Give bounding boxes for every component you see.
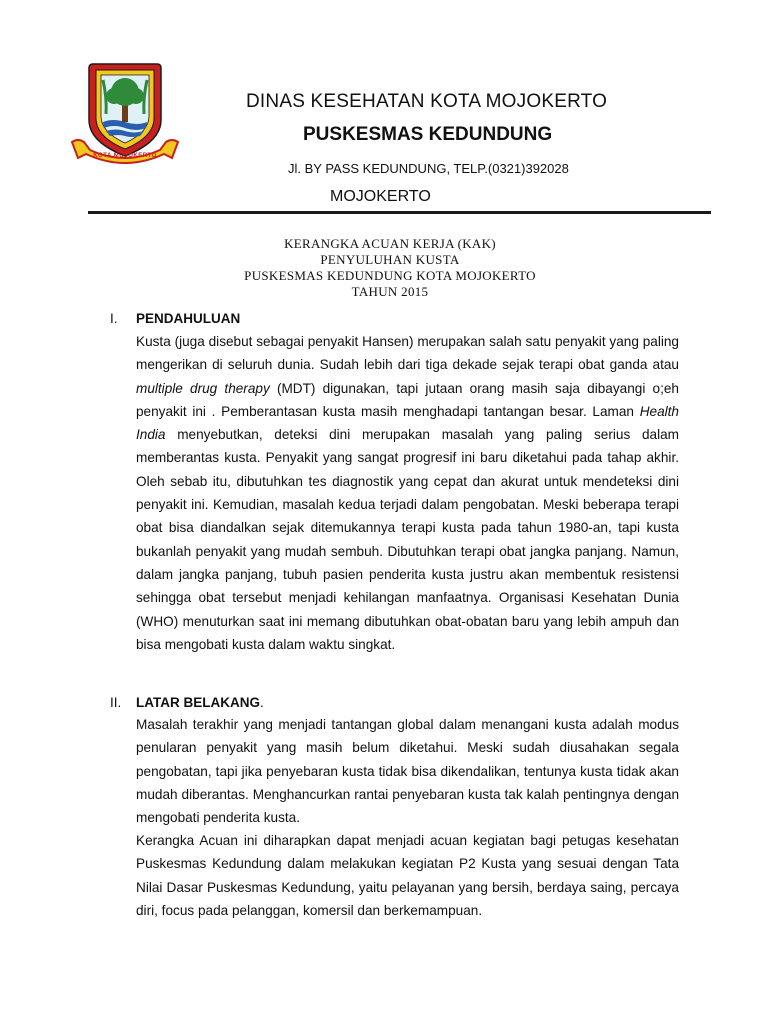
paragraph-text: Kusta (juga disebut sebagai penyakit Hansen) merupakan salah satu penyakit yang paling mengerikan di seluruh dunia. Sudah lebih dari tiga dekade sejak terapi obat ganda atau — [136, 334, 679, 373]
paragraph-italic-term: Health India — [136, 403, 679, 443]
logo-ribbon-text: KOTA MOJOKERTO — [93, 153, 157, 159]
title-line-2: PENYULUHAN KUSTA — [320, 252, 460, 267]
clinic-city: MOJOKERTO — [330, 188, 431, 205]
section-number: I. — [110, 311, 118, 326]
section-title: PENDAHULUAN — [136, 311, 241, 326]
section-title-suffix: . — [260, 695, 264, 710]
paragraph-text: (MDT) digunakan, tapi jutaan orang masih saja dibayangi o;eh penyakit ini . Pemberantasan kusta masih menghadapi tantangan besar. Laman — [136, 380, 679, 419]
paragraph-text: menyebutkan, deteksi dini merupakan masalah yang paling serius dalam memberantas kusta. Penyakit yang sangat progresif ini baru diketahui pada tahap akhir. Oleh sebab itu, dibutuhkan tes diagnostik yang cepat dan akurat untuk mendeteksi dini penyakit ini. Kemudian, masalah kedua terjadi dalam pengobatan. Meski beberapa terapi obat bisa diandalkan sejak ditemukannya terapi kusta pada tahun 1980-an, tapi kusta bukanlah penyakit yang mudah sembuh. Dibutuhkan terapi obat jangka panjang. Namun, dalam jangka panjang, tubuh pasien penderita kusta justru akan membentuk resistensi sehingga obat tersebut menjadi kehilangan manfaatnya. Organisasi Kesehatan Dunia (WHO) menuturkan saat ini memang dibutuhkan obat-obatan baru yang lebih ampuh dan bisa mengobati kusta dalam waktu singkat. — [136, 427, 679, 652]
document-title — [110, 236, 670, 300]
section-title: LATAR BELAKANG — [136, 695, 260, 710]
paragraph-pendahuluan — [136, 330, 679, 656]
clinic-address: Jl. BY PASS KEDUNDUNG, TELP.(0321)392028 — [288, 161, 569, 176]
title-line-3: PUSKESMAS KEDUNDUNG KOTA MOJOKERTO — [244, 268, 536, 283]
title-line-1: KERANGKA ACUAN KERJA (KAK) — [284, 236, 496, 251]
section-number: II. — [110, 695, 122, 710]
clinic-name: PUSKESMAS KEDUNDUNG — [303, 124, 553, 145]
section-title-wrap — [136, 695, 264, 710]
letterhead-divider — [88, 211, 711, 214]
paragraph-latar-belakang-2: Kerangka Acuan ini diharapkan dapat menjadi acuan kegiatan bagi petugas kesehatan Puskesmas Kedundung dalam melakukan kegiatan P2 Kusta yang sesuai dengan Tata Nilai Dasar Puskesmas Kedundung, yaitu pelayanan yang bersih, berdaya saing, percaya diri, focus pada pelanggan, komersil dan berkemampuan. — [136, 833, 679, 918]
title-line-4: TAHUN 2015 — [351, 284, 429, 299]
paragraph-italic-term: multiple drug therapy — [136, 380, 270, 396]
paragraph-latar-belakang-1: Masalah terakhir yang menjadi tantangan global dalam menangani kusta adalah modus penularan penyakit yang masih belum diketahui. Meski sudah diusahakan segala pengobatan, tapi jika penyebaran kusta tidak bisa dikendalikan, tentunya kusta tidak akan mudah diberantas. Menghancurkan rantai penyebaran kusta tak kalah pentingnya dengan mengobati penderita kusta. — [136, 717, 679, 826]
office-name: DINAS KESEHATAN KOTA MOJOKERTO — [246, 91, 608, 112]
